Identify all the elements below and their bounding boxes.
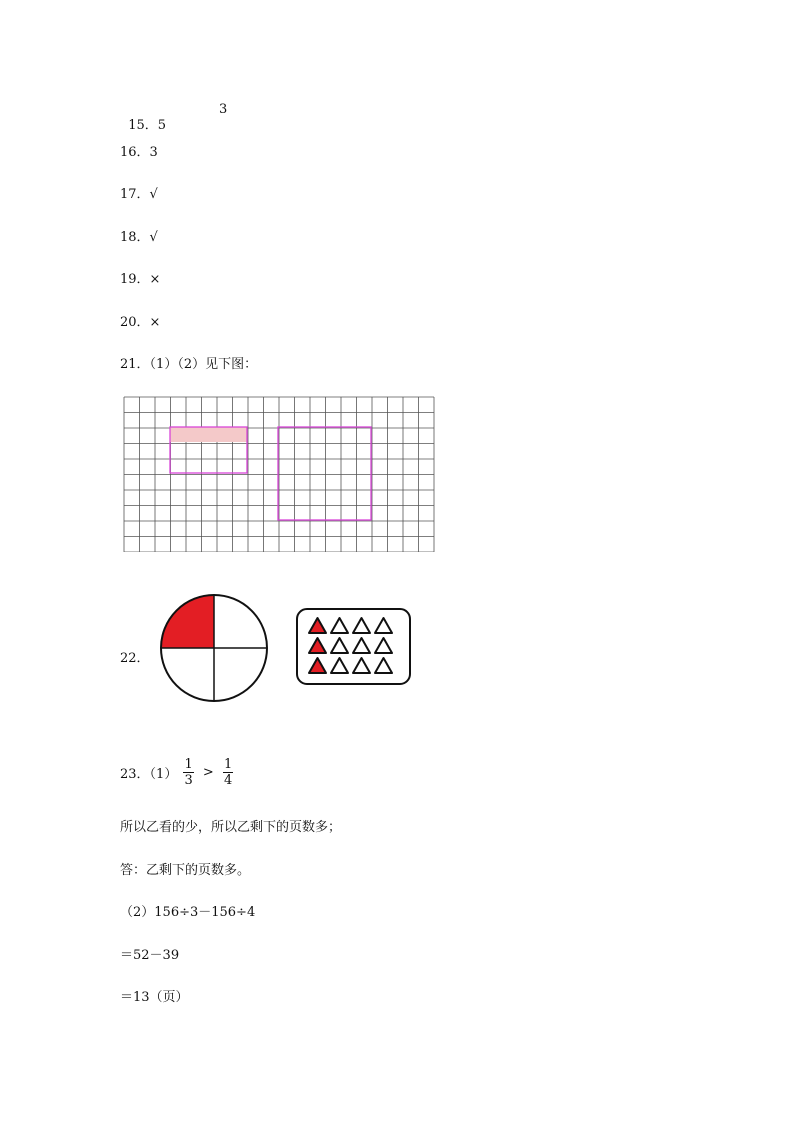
answer-22-label: 22． xyxy=(120,651,150,666)
answer-17: 17．√ xyxy=(120,187,158,202)
triangle-empty xyxy=(375,638,392,653)
answer-18: 18．√ xyxy=(120,230,158,245)
fraction-2-numerator: 1 xyxy=(223,757,233,772)
grid-figure-21 xyxy=(123,396,435,552)
triangle-shaded xyxy=(309,638,326,653)
triangle-empty xyxy=(331,658,348,673)
answer-16: 16．3 xyxy=(120,145,158,160)
triangle-shaded xyxy=(309,658,326,673)
triangle-empty xyxy=(331,638,348,653)
answer-20: 20．× xyxy=(120,315,161,330)
answer-15 xyxy=(120,102,166,134)
triangle-empty xyxy=(353,638,370,653)
greater-than-sign: > xyxy=(202,765,214,780)
answer-19: 19．× xyxy=(120,272,161,287)
answer-23-part1 xyxy=(120,757,235,788)
answer-21: 21．（1）（2）见下图： xyxy=(120,357,258,372)
shaded-strip xyxy=(170,427,247,442)
grid-lines xyxy=(124,397,434,552)
triangle-empty xyxy=(375,618,392,633)
fraction-one-fourth xyxy=(223,757,233,788)
triangle-empty xyxy=(353,658,370,673)
fraction-1-numerator: 1 xyxy=(184,757,193,772)
quarter-circle-figure xyxy=(158,592,270,704)
square xyxy=(278,427,371,520)
answer-23-line3: （2）156÷3－156÷4 xyxy=(120,905,256,920)
answer-15-second: 3 xyxy=(219,102,228,117)
triangle-box-figure xyxy=(296,608,412,686)
fraction-2-denominator: 4 xyxy=(223,773,233,788)
answer-23-line2: 答：乙剩下的页数多。 xyxy=(120,863,251,878)
answer-23-line5: ＝13（页） xyxy=(120,990,189,1005)
triangle-grid xyxy=(309,618,392,673)
triangle-shaded xyxy=(309,618,326,633)
answer-23-line1: 所以乙看的少，所以乙剩下的页数多； xyxy=(120,820,342,835)
fraction-one-third xyxy=(183,757,193,788)
triangle-empty xyxy=(375,658,392,673)
answer-15-first: 15．5 xyxy=(128,118,167,133)
answer-23-label: 23．（1） xyxy=(120,767,178,782)
answer-23-line4: ＝52－39 xyxy=(120,948,180,963)
fraction-1-denominator: 3 xyxy=(184,773,193,788)
triangle-empty xyxy=(331,618,348,633)
triangle-empty xyxy=(353,618,370,633)
